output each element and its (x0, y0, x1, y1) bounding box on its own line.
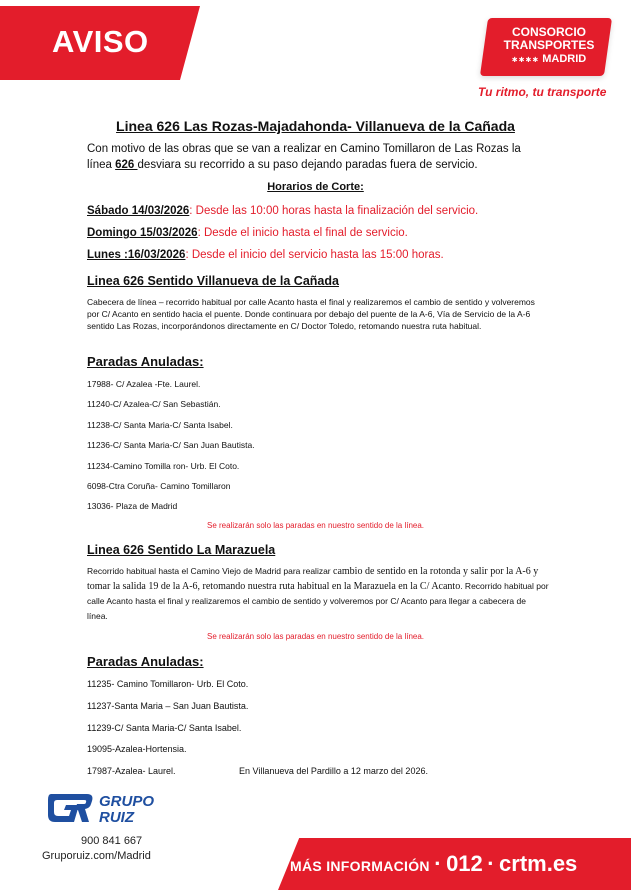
stop-item: 19095-Azalea-Hortensia. (87, 744, 187, 754)
stop-item: 11238-C/ Santa Maria-C/ Santa Isabel. (87, 420, 233, 430)
grupo-ruiz-logo (47, 790, 187, 831)
line-number: 626 (115, 159, 138, 171)
section-villanueva-text: Cabecera de línea – recorrido habitual por calle Acanto hasta el final y realizaremos el cambio de sentido y volveremos por C/ Acanto en sentido hacia el puente. Donde continuara por debajo del puente de la A-6, Vía de Servicio de la A-6 sentido Las Rozas, incorporándonos directamente en C/ Doctor Toledo, retomando nuestra ruta habitual. (87, 297, 535, 331)
grupo-ruiz-website: Gruporuiz.com/Madrid (42, 850, 151, 862)
schedule-row: Sábado 14/03/2026: Desde las 10:00 horas hasta la finalización del servicio. (87, 205, 479, 217)
consorcio-logo-line1: CONSORCIO (511, 25, 586, 39)
stars-icon: ✱✱✱✱ (511, 57, 540, 64)
section-marazuela-text: Recorrido habitual hasta el Camino Viejo de Madrid para realizar cambio de sentido en la rotonda y salir por la A-6 y tomar la salida 19 de la A-6, retomando nuestra ruta habitual en la Marazuela en la C/ Acanto. Recorrido habitual por calle Acanto hasta el final y realizaremos el cambio de sentido y volveremos por C/ Acanto para llegar a cabecera de línea. (87, 566, 549, 621)
section-marazuela-heading: Linea 626 Sentido La Marazuela (87, 543, 276, 557)
stop-item: 6098-Ctra Coruña- Camino Tomillaron (87, 481, 231, 491)
stop-item: 13036- Plaza de Madrid (87, 501, 178, 511)
grupo-ruiz-phone: 900 841 667 (81, 835, 143, 847)
horarios-heading: Horarios de Corte: (267, 181, 364, 193)
schedule-row: Lunes :16/03/2026: Desde el inicio del servicio hasta las 15:00 horas. (87, 249, 444, 261)
grupo-ruiz-emblem-icon (47, 790, 187, 826)
grupo-ruiz-word1: GRUPO (99, 793, 155, 810)
stop-item: 11240-C/ Azalea-C/ San Sebastián. (87, 399, 221, 409)
footer-info-text: MÁS INFORMACIÓN · 012 · crtm.es (290, 851, 578, 876)
intro-paragraph: Con motivo de las obras que se van a realizar en Camino Tomillaron de Las Rozas la línea 626 desviara su recorrido a su paso dejando paradas fuera de servicio. (87, 143, 521, 171)
stop-item: 11234-Camino Tomilla ron- Urb. El Coto. (87, 461, 240, 471)
stop-item: 11237-Santa Maria – San Juan Bautista. (87, 701, 249, 711)
grupo-ruiz-word2: RUIZ (99, 809, 134, 826)
stop-item: 17988- C/ Azalea -Fte. Laurel. (87, 379, 201, 389)
mas-info-label: MÁS INFORMACIÓN (290, 858, 430, 874)
stop-item: 11235- Camino Tomillaron- Urb. El Coto. (87, 679, 249, 689)
info-website: crtm.es (499, 851, 578, 876)
slogan: Tu ritmo, tu transporte (478, 85, 607, 99)
info-phone-number: 012 (446, 851, 483, 876)
stop-item: 17987-Azalea- Laurel. (87, 766, 176, 776)
consorcio-logo-line2: TRANSPORTES (503, 38, 595, 52)
closing-date: En Villanueva del Pardillo a 12 marzo del 2026. (239, 766, 428, 776)
paradas-anuladas-heading: Paradas Anuladas: (87, 654, 204, 669)
section-marazuela-note: Se realizarán solo las paradas en nuestro sentido de la línea. (206, 632, 425, 641)
stop-item: 11239-C/ Santa Maria-C/ Santa Isabel. (87, 723, 242, 733)
page-title: Linea 626 Las Rozas-Majadahonda- Villanueva de la Cañada (116, 118, 515, 134)
schedule-row: Domingo 15/03/2026: Desde el inicio hasta el final de servicio. (87, 227, 408, 239)
paradas-anuladas-heading: Paradas Anuladas: (87, 354, 204, 369)
consorcio-logo-line3: ✱✱✱✱ MADRID (511, 53, 587, 65)
stop-item: 11236-C/ Santa Maria-C/ San Juan Bautista. (87, 440, 255, 450)
aviso-label: AVISO (52, 24, 149, 59)
section-villanueva-heading: Linea 626 Sentido Villanueva de la Cañada (87, 274, 339, 288)
section-villanueva-note: Se realizarán solo las paradas en nuestro sentido de la línea. (206, 521, 425, 530)
